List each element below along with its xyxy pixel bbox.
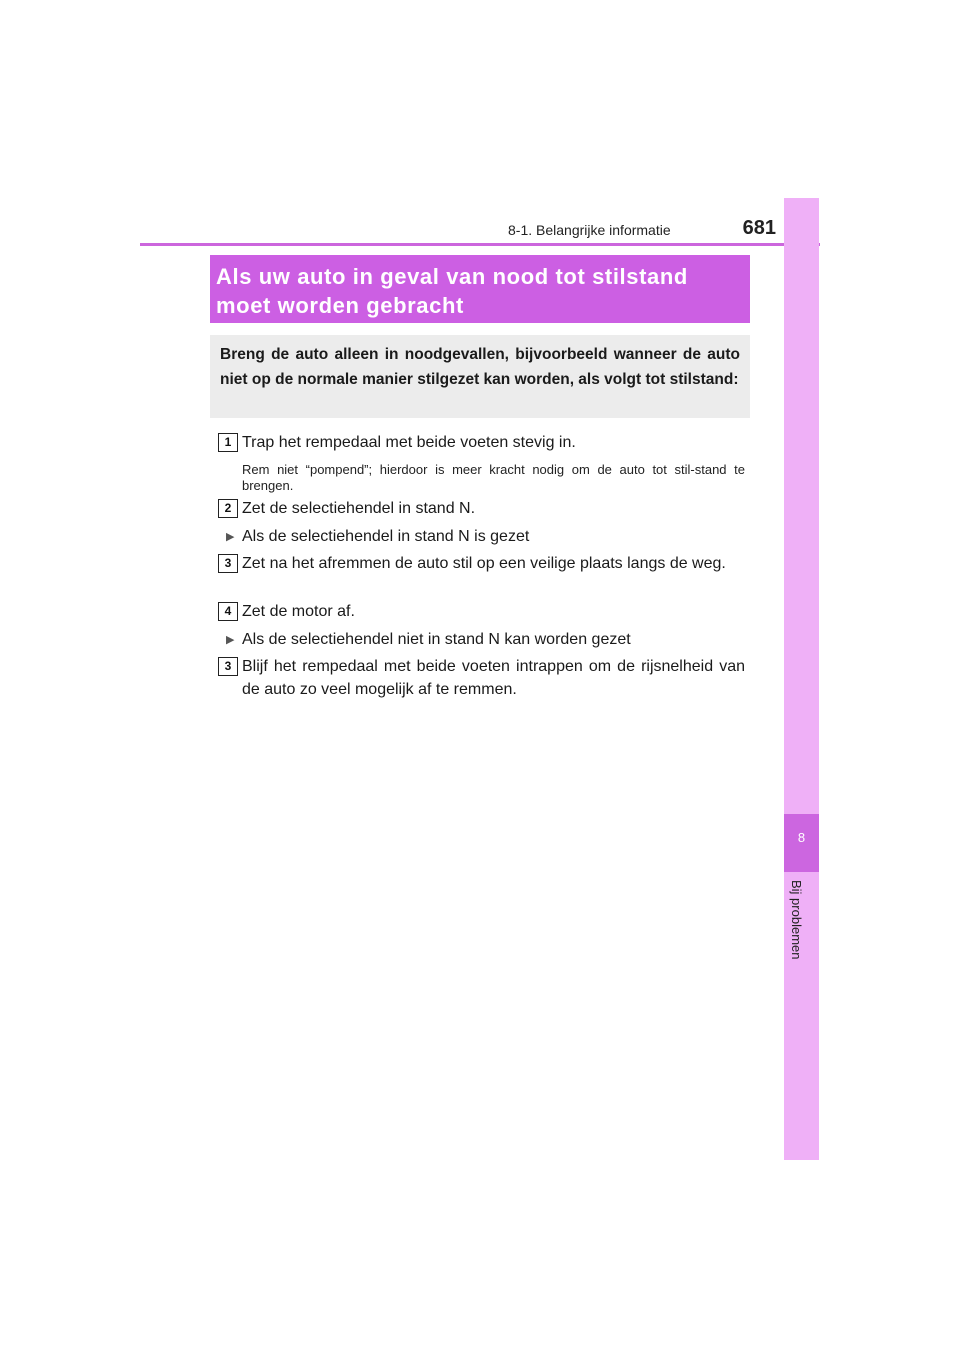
triangle-right-icon: ▶ <box>226 531 235 543</box>
condition-heading-text: Als de selectiehendel in stand N is gezet <box>242 528 530 545</box>
section-label: 8-1. Belangrijke informatie <box>508 222 671 238</box>
intro-box <box>210 335 750 418</box>
step-badge-1: 1 <box>218 433 238 452</box>
step-badge-3: 3 <box>218 554 238 573</box>
step-text-3-alt: Blijf het rempedaal met beide voeten intrappen om de rijsnelheid van de auto zo veel mogelijk af te remmen. <box>242 658 745 698</box>
title-banner <box>210 255 750 323</box>
step-text-2: Zet de selectiehendel in stand N. <box>242 500 476 517</box>
chapter-number: 8 <box>797 830 806 845</box>
header-divider <box>140 243 820 246</box>
page-number: 681 <box>742 217 776 239</box>
step-text-3: Zet na het afremmen de auto stil op een veilige plaats langs de weg. <box>242 555 726 572</box>
triangle-right-icon: ▶ <box>226 634 235 646</box>
page-title: Als uw auto in geval van nood tot stilstand moet worden gebracht <box>216 264 688 318</box>
step-note: Rem niet “pompend”; hierdoor is meer kracht nodig om de auto tot stil-stand te brengen. <box>242 462 745 493</box>
intro-text: Breng de auto alleen in noodgevallen, bijvoorbeeld wanneer de auto niet op de normale manier stilgezet kan worden, als volgt tot stilstand: <box>220 346 740 388</box>
step-text-4: Zet de motor af. <box>242 603 355 620</box>
step-badge-2: 2 <box>218 499 238 518</box>
step-badge-4: 4 <box>218 602 238 621</box>
step-badge-3-alt: 3 <box>218 657 238 676</box>
step-text-1: Trap het rempedaal met beide voeten stevig in. <box>242 434 576 451</box>
chapter-title: Bij problemen <box>789 880 804 960</box>
condition-heading-text: Als de selectiehendel niet in stand N kan worden gezet <box>242 631 631 648</box>
chapter-side-tab <box>784 198 819 1160</box>
condition-heading <box>226 628 746 652</box>
condition-heading <box>226 525 746 549</box>
